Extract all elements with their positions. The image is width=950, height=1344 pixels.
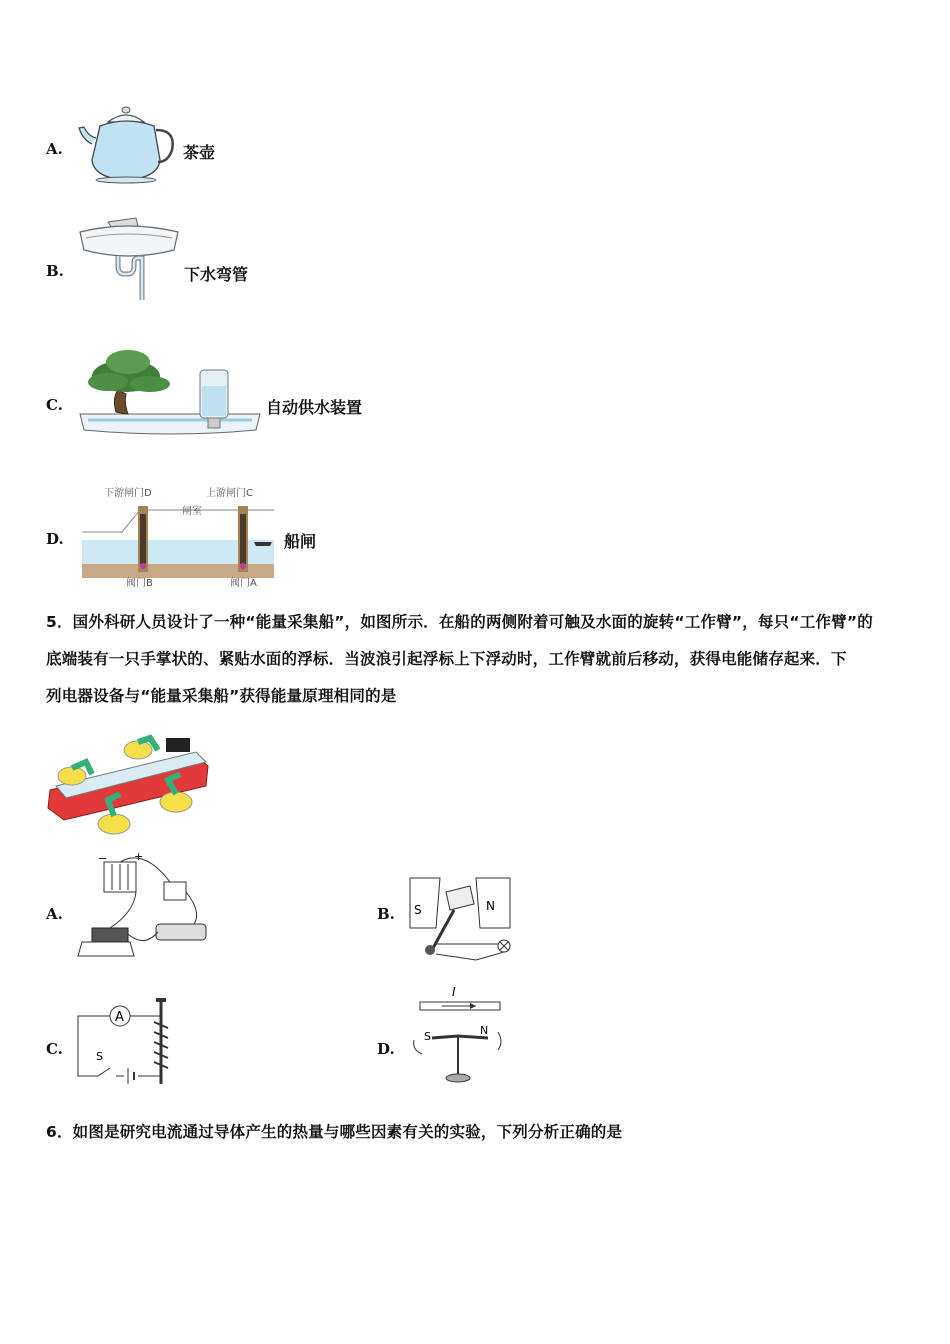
lock-label-upstream-gate: 上游闸门C [206,488,253,499]
ship-lock-diagram [82,484,274,590]
q5-d-s-label: S [424,1030,431,1043]
option-b-label: 下水弯管 [184,265,249,284]
q5-d-n-label: N [480,1024,489,1037]
option-c-letter: C. [46,396,63,414]
question-6-text: 6．如图是研究电流通过导体产生的热量与哪些因素有关的实验，下列分析正确的是 [46,1123,623,1141]
q5-d-current-label: I [452,985,456,999]
q5-oersted-d-image [406,984,506,1088]
auto-water-supply-image [78,342,263,442]
q5-c-ammeter-label: A [115,1010,124,1025]
energy-harvesting-ship-image [46,728,211,836]
q5-option-c-letter: C. [46,1040,63,1058]
lock-label-chamber: 闸室 [182,506,202,517]
lock-label-downstream-gate: 下游闸门D [104,488,152,499]
question-5-text [46,604,916,715]
lock-label-valve-a: 阀门A [230,578,257,589]
svg-text:+: + [134,852,144,863]
option-c-label: 自动供水装置 [266,398,363,417]
question-5-line-1: 5．国外科研人员设计了一种“能量采集船”，如图所示．在船的两侧附着可触及水面的旋转“工作臂”，每只“工作臂”的 [46,613,873,631]
q5-electromagnet-c-image [76,996,176,1088]
sink-drain-image [78,210,183,305]
option-d-letter: D. [46,530,64,548]
q5-generator-b-image [406,864,516,964]
q5-b-s-label: S [414,903,422,917]
option-a-label: 茶壶 [183,143,216,162]
option-d-label: 船闸 [284,532,317,551]
option-b-letter: B. [46,262,64,280]
q5-option-a-letter: A. [46,905,63,923]
question-5-line-3: 列电器设备与“能量采集船”获得能量原理相同的是 [46,687,397,705]
option-a-letter: A. [46,140,63,158]
q5-b-n-label: N [486,899,495,913]
lock-label-valve-b: 阀门B [126,578,153,589]
q5-circuit-a-image [74,852,214,964]
svg-text:−: − [98,852,108,865]
question-5-line-2: 底端装有一只手掌状的、紧贴水面的浮标．当波浪引起浮标上下浮动时，工作臂就前后移动，获得电能储存起来．下 [46,650,847,668]
q5-c-switch-label: S [96,1050,103,1063]
teapot-image [78,100,178,185]
q5-option-d-letter: D. [377,1040,395,1058]
q5-option-b-letter: B. [377,905,395,923]
